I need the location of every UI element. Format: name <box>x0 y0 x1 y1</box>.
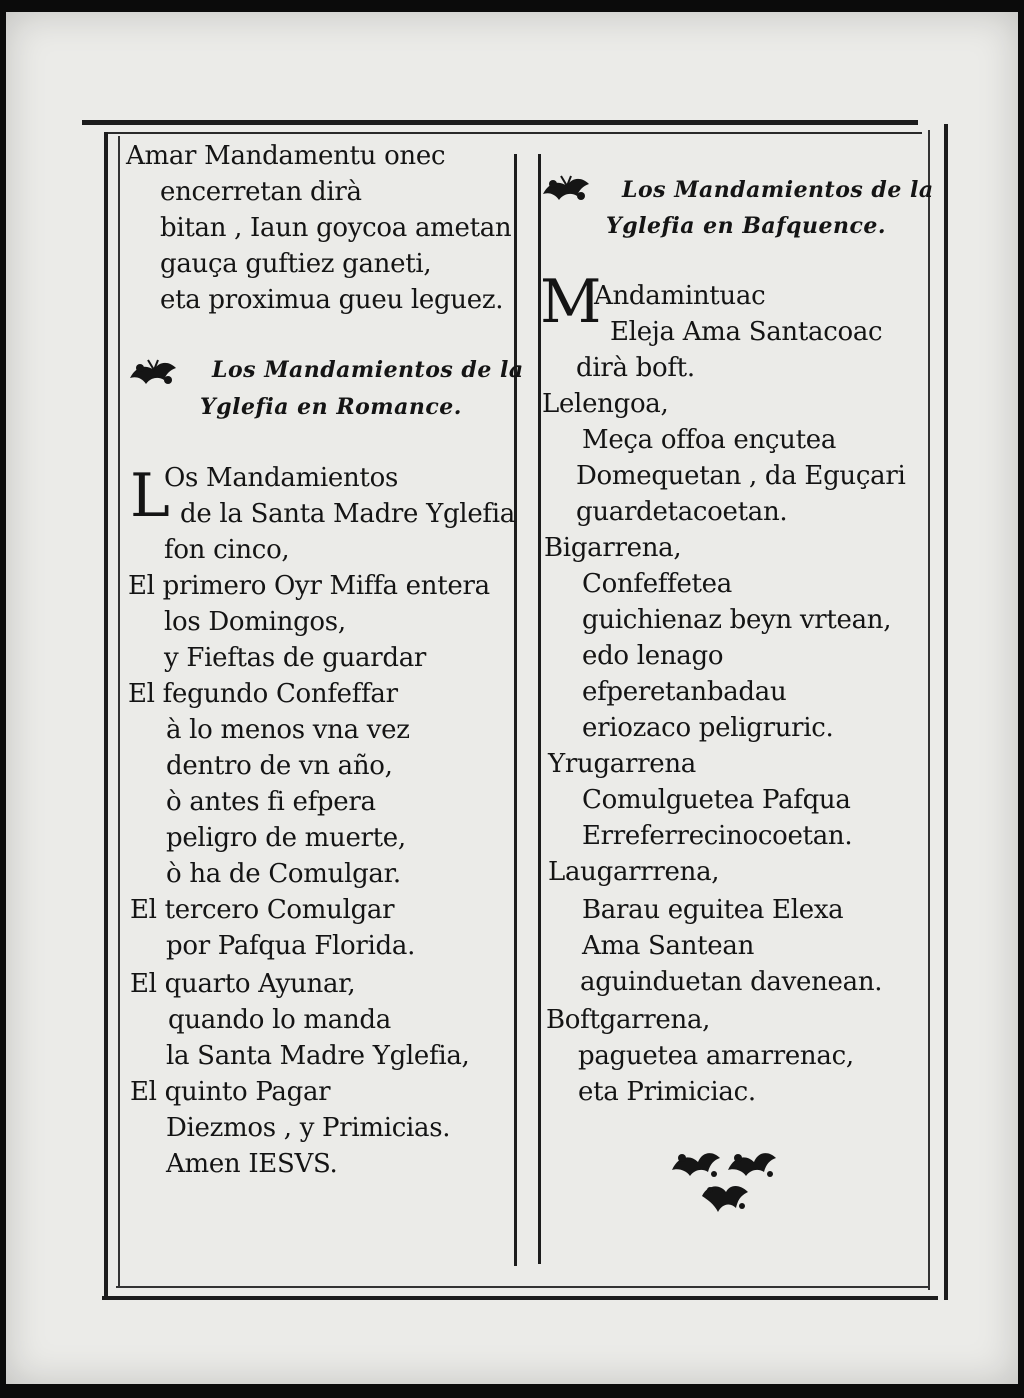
body-line: El quarto Ayunar, <box>130 969 356 999</box>
body-line: Bigarrena, <box>544 533 682 563</box>
body-line: peligro de muerte, <box>166 823 406 853</box>
body-line: dentro de vn año, <box>166 751 393 781</box>
frame-rule-bottom <box>102 1296 938 1300</box>
right-heading-line-2: Yglefia en Bafquence. <box>606 213 887 239</box>
body-line: y Fieftas de guardar <box>164 643 427 673</box>
frame-rule-right-inner <box>928 130 930 1290</box>
column-divider-left <box>514 154 517 1266</box>
intro-line: Amar Mandamentu onec <box>126 141 446 171</box>
floral-tailpiece-icon <box>668 1144 780 1220</box>
body-line: Os Mandamientos <box>164 463 398 493</box>
body-line: Eleja Ama Santacoac <box>610 317 883 347</box>
body-line: efperetanbadau <box>582 677 787 707</box>
body-line: dirà boft. <box>576 353 695 383</box>
body-line: Confeffetea <box>582 569 732 599</box>
drop-cap-left: L <box>130 461 170 531</box>
body-line: eta Primiciac. <box>578 1077 756 1107</box>
body-line: Barau eguitea Elexa <box>582 895 844 925</box>
body-line: El fegundo Confeffar <box>128 679 398 709</box>
frame-rule-top <box>82 120 918 125</box>
left-heading-line-1: Los Mandamientos de la <box>212 357 524 383</box>
frame-rule-left-inner <box>118 136 120 1288</box>
body-line: de la Santa Madre Yglefia <box>180 499 515 529</box>
intro-line: gauça guftiez ganeti, <box>160 249 432 279</box>
body-line: Yrugarrena <box>548 749 696 779</box>
frame-rule-top-inner <box>106 132 922 134</box>
body-line: Amen IESVS. <box>166 1149 338 1179</box>
body-line: Meça offoa ençutea <box>582 425 837 455</box>
vine-leaf-fleuron-icon <box>540 172 594 204</box>
intro-line: bitan , Iaun goycoa ametan <box>160 213 512 243</box>
body-line: ò antes fi efpera <box>166 787 376 817</box>
body-line: El quinto Pagar <box>130 1077 331 1107</box>
body-line: quando lo manda <box>168 1005 391 1035</box>
body-line: El tercero Comulgar <box>130 895 395 925</box>
body-line: la Santa Madre Yglefia, <box>166 1041 470 1071</box>
body-line: fon cinco, <box>164 535 290 565</box>
frame-rule-bottom-inner <box>116 1286 928 1288</box>
body-line: Andamintuac <box>594 281 766 311</box>
body-line: Lelengoa, <box>542 389 669 419</box>
body-line: aguinduetan davenean. <box>580 967 883 997</box>
body-line: Diezmos , y Primicias. <box>166 1113 451 1143</box>
right-heading-line-1: Los Mandamientos de la <box>622 177 934 203</box>
body-line: edo lenago <box>582 641 724 671</box>
body-line: por Pafqua Florida. <box>166 931 416 961</box>
frame-rule-right <box>944 124 948 1300</box>
intro-line: encerretan dirà <box>160 177 362 207</box>
body-line: paguetea amarrenac, <box>578 1041 854 1071</box>
body-line: Laugarrrena, <box>548 857 720 887</box>
body-line: Erreferrecinocoetan. <box>582 821 853 851</box>
body-line: Boftgarrena, <box>546 1005 711 1035</box>
body-line: Domequetan , da Eguçari <box>576 461 906 491</box>
left-heading-line-2: Yglefia en Romance. <box>200 394 462 420</box>
body-line: à lo menos vna vez <box>166 715 410 745</box>
body-line: guichienaz beyn vrtean, <box>582 605 892 635</box>
drop-cap-right: M <box>540 267 602 337</box>
body-line: El primero Oyr Miffa entera <box>128 571 490 601</box>
body-line: ò ha de Comulgar. <box>166 859 401 889</box>
body-line: guardetacoetan. <box>576 497 788 527</box>
body-line: eriozaco peligruric. <box>582 713 834 743</box>
frame-rule-left <box>104 132 108 1300</box>
body-line: Comulguetea Pafqua <box>582 785 851 815</box>
body-line: Ama Santean <box>582 931 755 961</box>
intro-line: eta proximua gueu leguez. <box>160 285 504 315</box>
vine-leaf-fleuron-icon <box>128 356 180 388</box>
body-line: los Domingos, <box>164 607 346 637</box>
